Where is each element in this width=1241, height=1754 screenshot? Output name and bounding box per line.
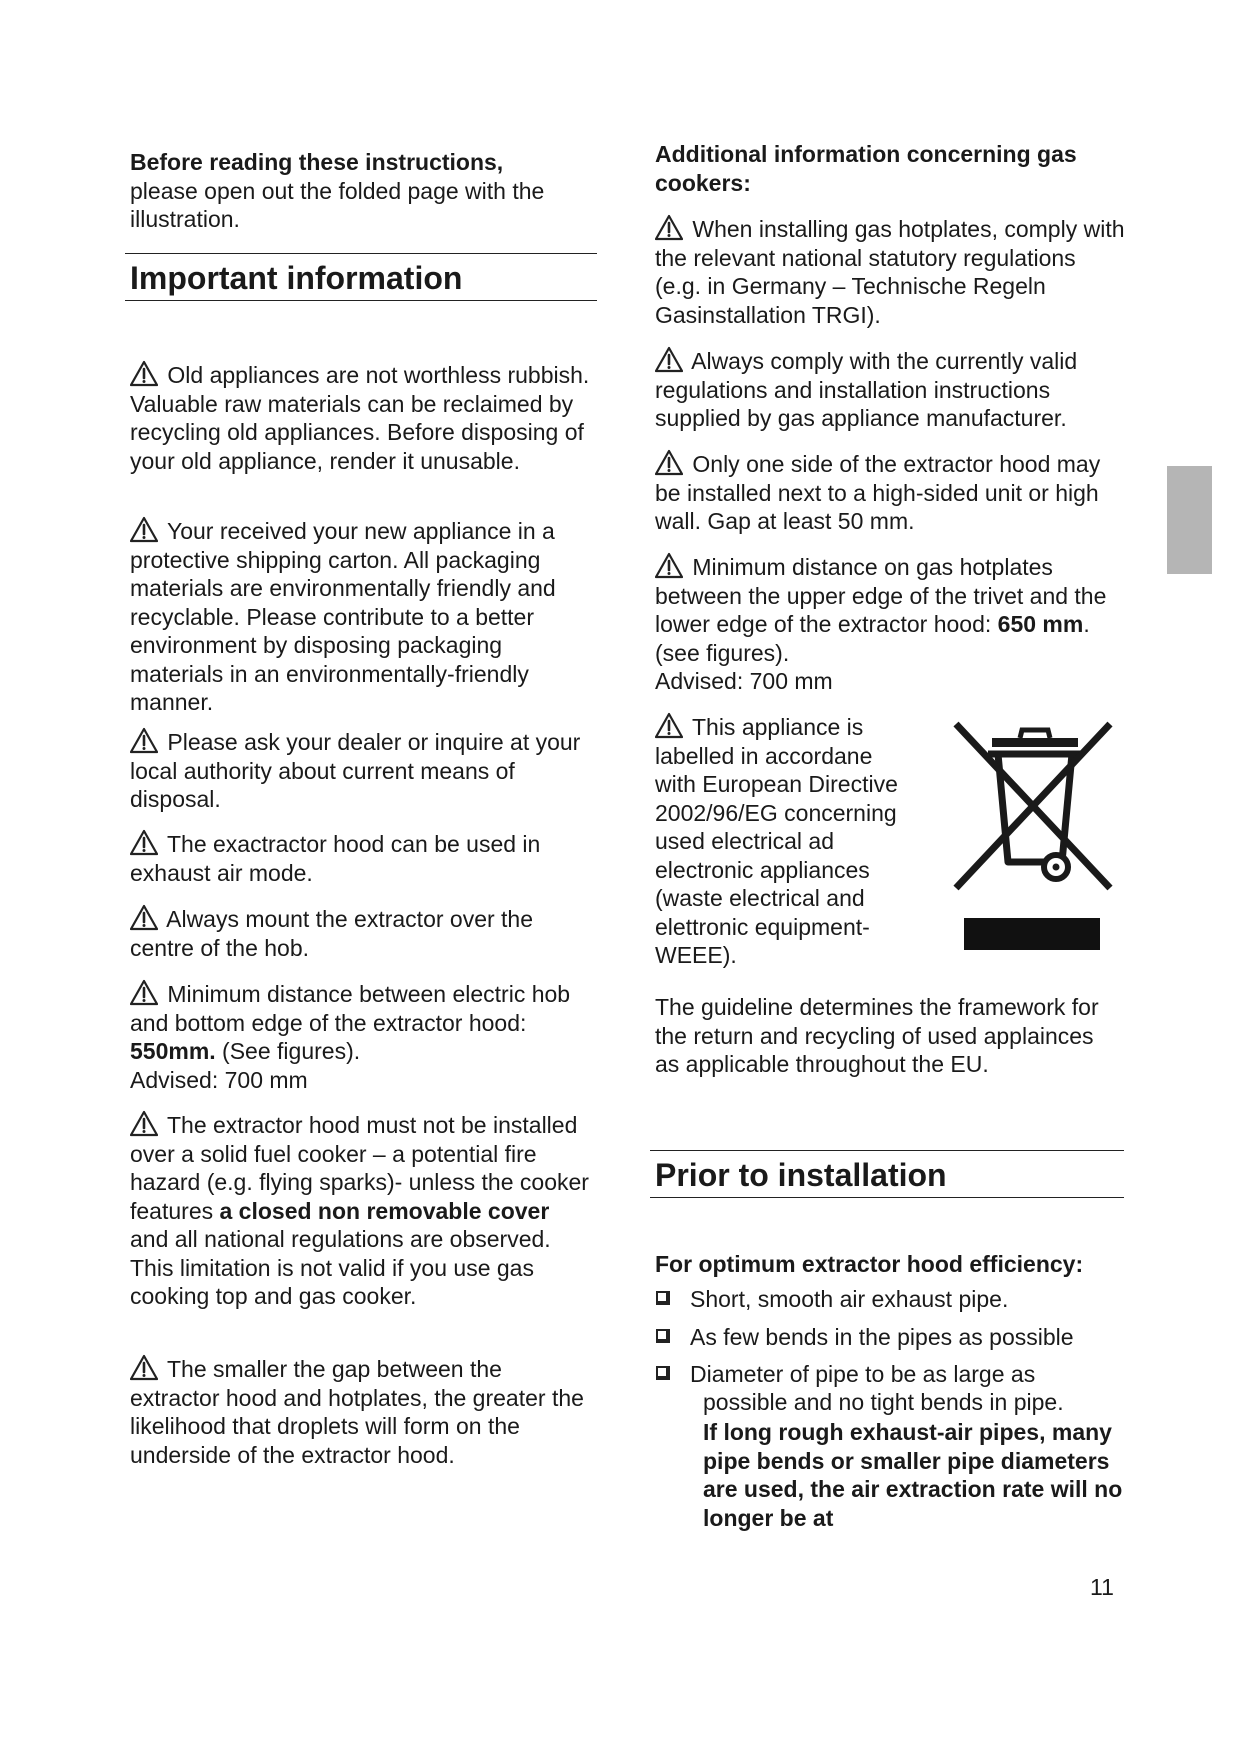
warning-icon [655,449,683,476]
important-item-4: The exactractor hood can be used in exhaust air mode. [130,831,541,886]
gas-min-distance: Minimum distance on gas hotplates between the upper edge of the trivet and the lower edge of the extractor hood: 650 mm. (see figures). Advised: 700 mm [655,552,1125,696]
important-item-1: Old appliances are not worthless rubbish. Valuable raw materials can be reclaimed by recycling old appliances. Before disposing of your old appliance, render it unusable. [130,362,590,474]
important-item-2: Your received your new appliance in a protective shipping carton. All packaging materials are environmentally friendly and recyclable. Please contribute to a better environment by disposing packaging materials in an environmentally-friendly manner. [130,518,556,715]
gas-item-3: Only one side of the extractor hood may be installed next to a high-sided unit or high wall. Gap at least 50 mm. [655,451,1101,534]
important-item-3: Please ask your dealer or inquire at your local authority about current means of disposal. [130,729,581,812]
gas-advised: Advised: 700 mm [655,668,833,694]
important-item-5: Always mount the extractor over the centre of the hob. [130,906,534,961]
checkbox-bullet-icon [656,1291,670,1305]
warning-icon [655,552,683,579]
important-heading: Important information [125,253,597,301]
warning-icon [130,1110,158,1137]
gas-item-2: Always comply with the currently valid regulations and installation instructions supplied by gas appliance manufacturer. [655,348,1078,431]
gap-warning: The smaller the gap between the extractor hood and hotplates, the greater the likelihood that droplets will form on the underside of the extractor hood. [130,1356,584,1468]
efficiency-list [655,1285,1125,1389]
warning-icon [130,904,158,931]
list-item: As few bends in the pipes as possible [655,1323,1125,1352]
warning-icon [130,360,158,387]
warning-icon [130,1354,158,1381]
intro-block [130,148,592,234]
warning-icon [130,727,158,754]
prior-heading: Prior to installation [650,1150,1124,1198]
checkbox-bullet-icon [656,1329,670,1343]
efficiency-subtitle: For optimum extractor hood efficiency: [655,1251,1084,1277]
warning-icon [655,346,683,373]
intro-text: please open out the folded page with the illustration. [130,177,545,232]
solid-fuel-warning: The extractor hood must not be installed over a solid fuel cooker – a potential fire hazard (e.g. flying sparks)- unless the cooker features a closed non removable cover and all national regulations are observed. This limitation is not valid if you use gas cooking top and gas cooker. [130,1110,592,1311]
warning-icon [655,712,683,739]
warning-icon [130,516,158,543]
intro-bold: Before reading these instructions, [130,149,504,175]
gas-heading: Additional information concerning gas cookers: [655,141,1077,196]
pipe-continuation: possible and no tight bends in pipe. [703,1389,1064,1415]
important-min-distance: Minimum distance between electric hob and bottom edge of the extractor hood: 550mm. (See figures). Advised: 700 mm [130,979,592,1094]
pipe-note: If long rough exhaust-air pipes, many pipe bends or smaller pipe diameters are used, the air extraction rate will no longer be at [703,1419,1123,1531]
gas-item-1: When installing gas hotplates, comply with the relevant national statutory regulations (e.g. in Germany – Technische Regeln Gasinstallation TRGI). [655,216,1125,328]
section-tab-marker [1167,466,1212,574]
warning-icon [130,979,158,1006]
solid-fuel-extra: This limitation is not valid if you use gas cooking top and gas cooker. [130,1254,534,1309]
crossed-out-bin-icon [950,720,1118,960]
weee-text: This appliance is labelled in accordane with European Directive 2002/96/EG concerning used electrical ad electronic appliances (waste electrical and elettronic equipment- WEEE). [655,714,898,968]
list-item: Short, smooth air exhaust pipe. [655,1285,1125,1314]
warning-icon [655,214,683,241]
page-number: 11 [1090,1574,1114,1600]
important-advised: Advised: 700 mm [130,1066,308,1093]
guideline-text: The guideline determines the framework for the return and recycling of used applainces as applicable throughout the EU. [655,994,1099,1077]
checkbox-bullet-icon [656,1366,670,1380]
list-item: Diameter of pipe to be as large as [655,1360,1125,1389]
warning-icon [130,829,158,856]
